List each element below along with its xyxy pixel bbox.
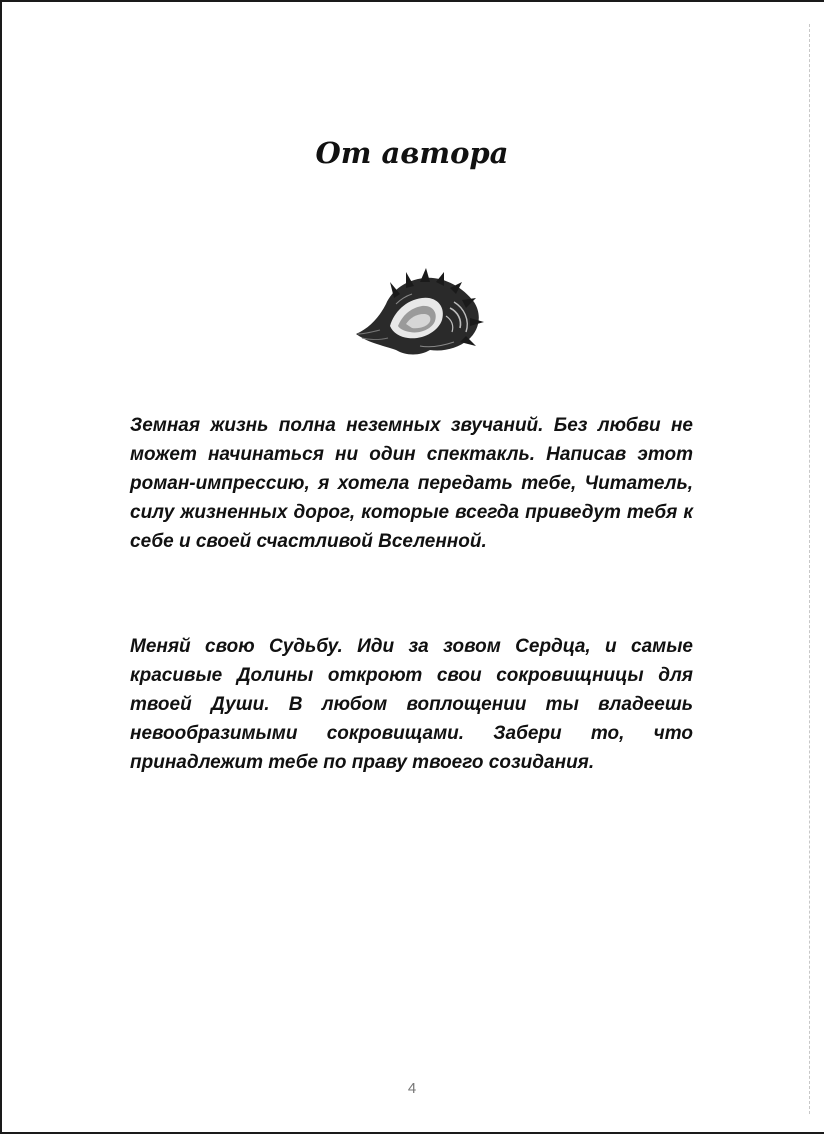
seashell-icon [350, 268, 484, 360]
author-paragraph-2: Меняй свою Судьбу. Иди за зовом Сердца, и самые красивые Долины откроют свои сокровищницы для твоей Души. В любом воплощении ты владеешь невообразимыми сокровищами. Забери то, что принадлежит тебе по праву твоего созидания. [130, 636, 693, 773]
page-edge-guide [809, 24, 810, 1114]
chapter-title: От автора [315, 136, 509, 170]
author-paragraph-1: Земная жизнь полна неземных звучаний. Без любви не может начинаться ни один спектакль. Написав этот роман-импрессию, я хотела передать тебе, Читатель, силу жизненных дорог, которые всегда приведут тебя к себе и своей счастливой Вселенной. [130, 415, 693, 552]
page-number: 4 [407, 1080, 417, 1097]
